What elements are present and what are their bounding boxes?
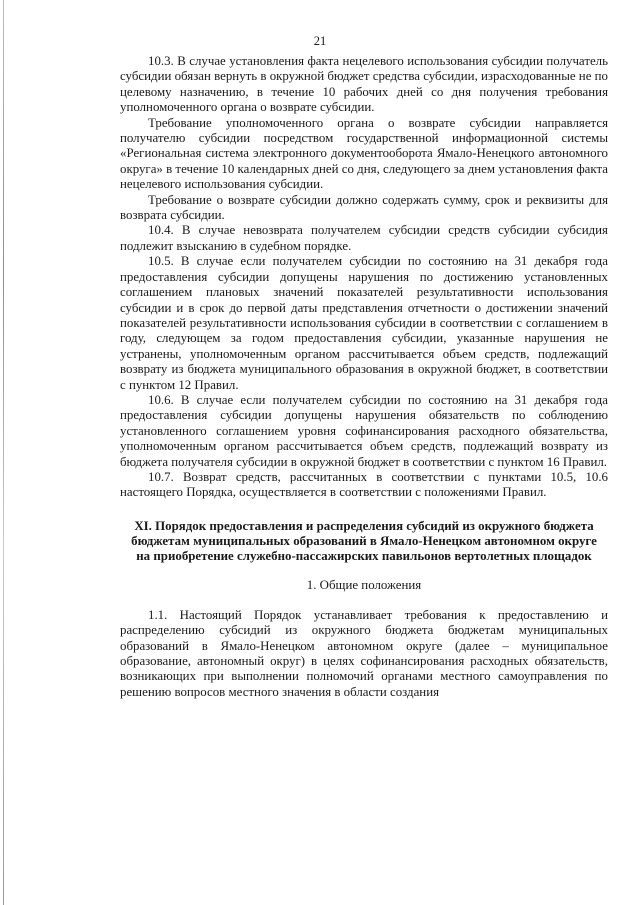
scan-edge [3,0,4,905]
section-title: XI. Порядок предоставления и распределения субсидий из окружного бюджета бюджетам муниципальных образований в Ямало-Ненецком автономном округе на приобретение служебно-пассажирских павильонов вертолетных площадок [131,518,597,564]
paragraph-10-6: 10.6. В случае если получателем субсидии по состоянию на 31 декабря года предоставления субсидии допущены нарушения обязательств по соблюдению установленного соглашением уровня софинансирования расходного обязательства, уполномоченным органом рассчитывается объем средств, подлежащий возврату из бюджета получателя субсидии в окружной бюджет в соответствии с пунктом 16 Правил. [120,392,608,469]
paragraph-10-7: 10.7. Возврат средств, рассчитанных в соответствии с пунктами 10.5, 10.6 настоящего Порядка, осуществляется в соответствии с положениями Правил. [120,469,608,500]
paragraph-10-3: 10.3. В случае установления факта нецелевого использования субсидии получатель субсидии обязан вернуть в окружной бюджет средства субсидии, израсходованные не по целевому назначению, в течение 10 рабочих дней со дня получения требования уполномоченного органа о возврате субсидии. [120,54,608,115]
subsection-title: 1. Общие положения [306,578,422,593]
page-number: 21 [313,34,327,48]
paragraph-10-4: 10.4. В случае невозврата получателем субсидии средств субсидии субсидия подлежит взысканию в судебном порядке. [120,223,608,253]
document-body [120,54,608,700]
paragraph-requirement-content: Требование о возврате субсидии должно содержать сумму, срок и реквизиты для возврата субсидии. [120,192,608,223]
paragraph-requirement-sending: Требование уполномоченного органа о возврате субсидии направляется получателю субсидии посредством государственной информационной системы «Региональная система электронного документооборота Ямало-Ненецкого автономного округа» в течение 10 календарных дней со дня, следующего за днем установления факта нецелевого использования субсидии. [120,115,608,192]
paragraph-10-5: 10.5. В случае если получателем субсидии по состоянию на 31 декабря года предоставления субсидии допущены нарушения по достижению установленных соглашением плановых значений показателей результативности использования субсидии и в срок до первой даты представления отчетности о достижении значений показателей результативности использования субсидии в соответствии с соглашением в году, следующем за годом предоставления субсидии, указанные нарушения не устранены, уполномоченным органом рассчитывается объем средств, подлежащий возврату из бюджета муниципального образования в окружной бюджет, в соответствии с пунктом 12 Правил. [120,254,608,392]
paragraph-1-1: 1.1. Настоящий Порядок устанавливает требования к предоставлению и распределению субсидий из окружного бюджета бюджетам муниципальных образований в Ямало-Ненецком автономном округе (далее – муниципальное образование, автономный округ) в целях софинансирования расходных обязательств, возникающих при выполнении полномочий органами местного самоуправления по решению вопросов местного значения в области создания [120,607,608,699]
